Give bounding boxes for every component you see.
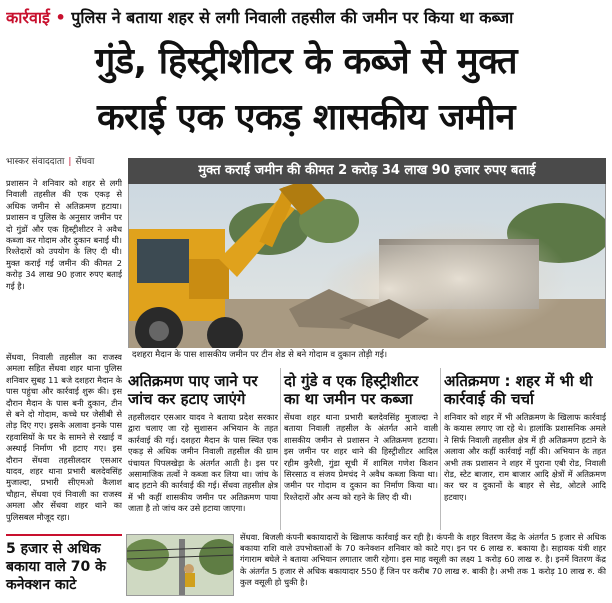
kicker-bullet: • [55, 8, 66, 27]
electric-pole-illustration [127, 535, 234, 596]
bottom-story-photo [126, 534, 234, 596]
byline-author: भास्कर संवाददाता [6, 157, 65, 167]
photo-strap: मुक्त कराई जमीन की कीमत 2 करोड़ 34 लाख 90 हजार रुपए बताई [128, 158, 606, 184]
bottom-story-heading: 5 हजार से अधिक बकाया वाले 70 के कनेक्शन काटे [6, 534, 122, 596]
bottom-story-body: सेंधवा. बिजली कंपनी बकायादारों के खिलाफ कार्रवाई कर रही है। कंपनी के शहर वितरण केंद्र के अंतर्गत 5 हजार से अधिक बकाया राशि वाले उपभोक्ताओं के 70 कनेक्शन शनिवार को काटे गए। इन पर 6 लाख रु. बकाया है। सहायक यंत्री शहर गंगाराम बघेले ने बताया अभियान लगातार जारी रहेगा। इस माह वसूली का लक्ष्य 1 करोड़ 60 लाख रु. है। इनमें वितरण केंद्र के अंतर्गत 5 हजार से अधिक बकायादार 550 हैं जिन पर करीब 70 लाख रु. बाकी है। अभी तक 1 करोड़ 10 लाख रु. की कुल वसूली हो चुकी है। [240, 532, 606, 587]
photo-caption: दशहरा मैदान के पास शासकीय जमीन पर टीन शेड से बने गोदाम व दुकान तोड़ी गई। [128, 348, 606, 362]
column-divider [280, 368, 281, 530]
column-divider [440, 368, 441, 530]
lead-paragraph-1: प्रशासन ने शनिवार को शहर से लगी निवाली तहसील की एक एकड़ से अधिक जमीन से अतिक्रमण हटाया। प्रशासन व पुलिस के अनुसार जमीन पर दो गुंडों और एक हिस्ट्रीशीटर ने अवैध कब्जा कर गोदाम और दुकान बनाई थी। रिश्तेदारों को उपयोग के लिए दी थी। मुक्त कराई गई जमीन की कीमत 2 करोड़ 34 लाख 90 हजार रुपए बताई गई है। [6, 178, 122, 291]
byline-separator: | [68, 157, 72, 167]
section-3-body: शनिवार को शहर में भी अतिक्रमण के खिलाफ कार्रवाई के कयास लगाए जा रहे थे। हालांकि प्रशासनिक अमले ने सिर्फ निवाली तहसील क्षेत्र में ही अतिक्रमण हटाने के अलावा और कहीं कार्रवाई नहीं की। अभियान के तहत अभी तक प्रशासन ने शहर में पुराना एबी रोड, निवाली रोड, स्टेट बाजार, राम बाजार आदि क्षेत्रों में अतिक्रमण कर चर व दुकानों के बाहर से सेड, ओटले आदि हटवाए। [444, 412, 606, 502]
demolition-photo-illustration [129, 159, 606, 360]
byline [6, 154, 94, 168]
section-2-heading: दो गुंडे व एक हिस्ट्रीशीटर का था जमीन पर कब्जा [284, 372, 419, 408]
main-photo [128, 158, 606, 360]
lead-paragraph-2: सेंधवा, निवाली तहसील का राजस्व अमला सहित सेंधवा शहर थाना पुलिस शनिवार सुबह 11 बजे दशहरा मैदान के पास पहुंचा और कार्रवाई शुरू की। इस दौरान मैदान के पास बनी दुकान, टीन से बने दो गोदाम, कच्चे घर जेसीबी से तोड़ दिए गए। इसके अलावा इनके पास रहवासियों के घर के सामने से रखाई व अस्थाई निर्माण भी हटाए गए। इस दौरान सेंधवा तहसीलदार एसआर यादव, शहर थाना प्रभारी बलदेवसिंह मुजाल्दा, प्रभारी सीएमओ कैलाश चौहान, सेंधवा एवं निवाली का राजस्व अमला और सेंधवा शहर थाने का पुलिसबल मौजूद रहा। [6, 352, 122, 522]
section-1-body: तहसीलदार एसआर यादव ने बताया प्रदेश सरकार द्वारा चलाए जा रहे सुशासन अभियान के तहत कार्रवाई की गई। दशहरा मैदान के पास स्थित एक एकड़ से अधिक जमीन निवाली तहसील की ग्राम पंचायत पिपलखेड़ा के अंतर्गत आती है। इस पर असामाजिक तत्वों ने कब्जा कर लिया था। जांच के बाद हटाने की कार्रवाई की गई। सेंधवा तहसील क्षेत्र में भी कहीं शासकीय जमीन पर अतिक्रमण पाया जाता है तो जांच कर उसे हटाया जाएगा। [128, 412, 278, 514]
byline-place: सेंधवा [75, 157, 95, 167]
headline-line-1: गुंडे, हिस्ट्रीशीटर के कब्जे से मुक्त [94, 41, 518, 82]
section-3-heading: अतिक्रमण : शहर में भी थी कार्रवाई की चर्चा [444, 372, 593, 408]
kicker-text: पुलिस ने बताया शहर से लगी निवाली तहसील की जमीन पर किया था कब्जा [71, 8, 514, 27]
section-2-body: सेंधवा शहर थाना प्रभारी बलदेवसिंह मुजाल्दा ने बताया निवाली तहसील के अंतर्गत आने वाली शासकीय जमीन से प्रशासन ने अतिक्रमण हटाया। इस जमीन पर शहर थाने की हिस्ट्रीशीटर आदिल रहीम कुरैशी, गुंडा सूची में शामिल गणेश किशन सिरसाठ व संजय प्रेमचंद ने अवैध कब्जा किया था। जमीन पर गोदाम व दुकान का निर्माण किया था। रिश्तेदारों और अन्य को रहने के लिए दी थी। [284, 412, 438, 502]
section-1-heading: अतिक्रमण पाए जाने पर जांच कर हटाए जाएंगे [128, 372, 258, 408]
headline [6, 34, 606, 146]
kicker-line [6, 6, 606, 30]
headline-line-2: कराई एक एकड़ शासकीय जमीन [97, 97, 515, 138]
kicker-tag: कार्रवाई [6, 8, 50, 27]
